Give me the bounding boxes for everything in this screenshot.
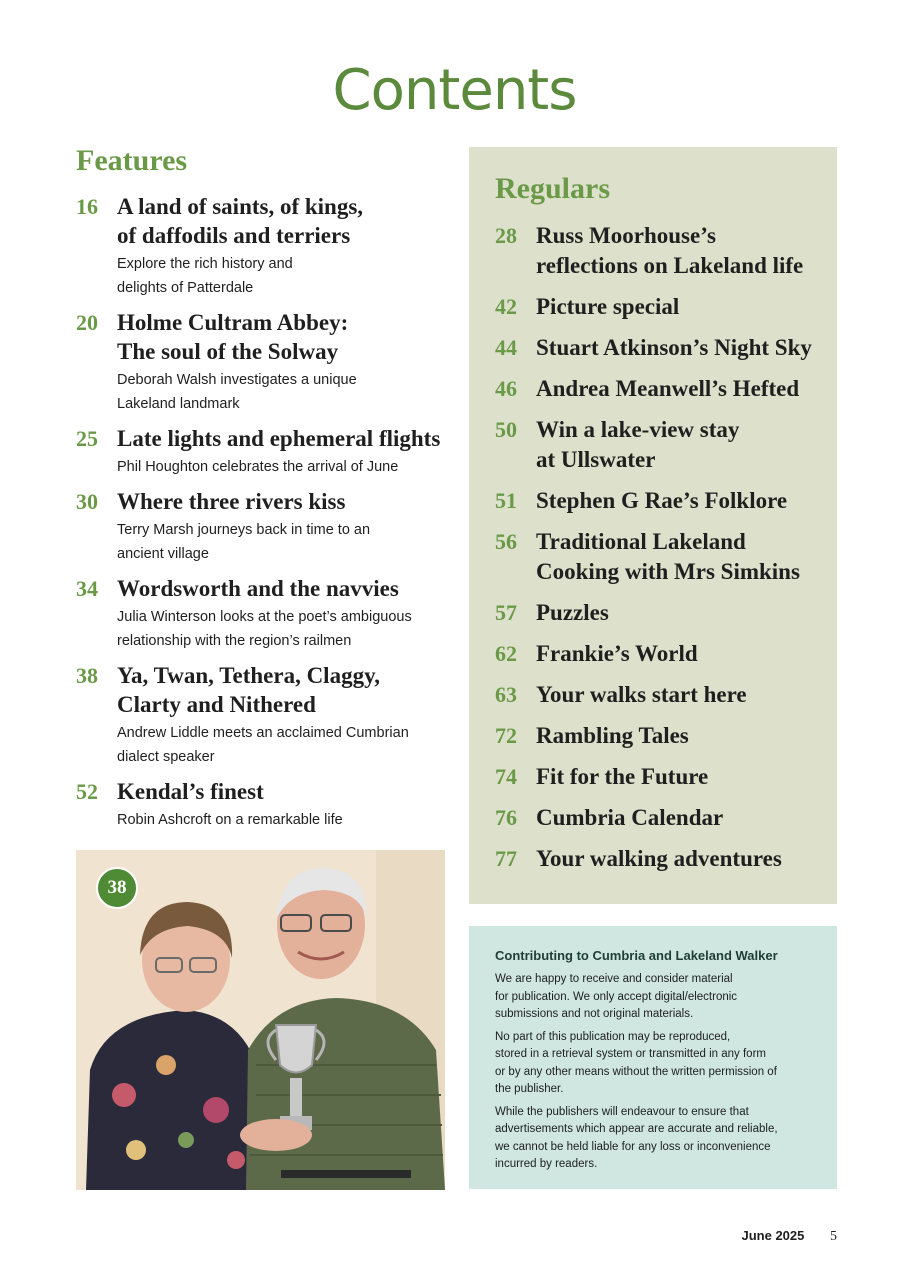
regular-title: Stuart Atkinson’s Night Sky bbox=[536, 335, 812, 360]
regular-item[interactable] bbox=[495, 527, 837, 587]
regular-title: Cumbria Calendar bbox=[536, 805, 724, 830]
info-paragraph: We are happy to receive and consider material for publication. We only accept digital/electronic submissions and not original materials. bbox=[495, 973, 738, 1020]
feature-page-number: 25 bbox=[76, 426, 98, 451]
page-title: Contents bbox=[332, 58, 577, 123]
regular-title: Frankie’s World bbox=[536, 641, 698, 666]
feature-description: Robin Ashcroft on a remarkable life bbox=[117, 812, 343, 828]
regular-page-number: 56 bbox=[495, 529, 517, 554]
regular-item[interactable] bbox=[495, 333, 837, 363]
regular-title: Rambling Tales bbox=[536, 723, 689, 748]
info-paragraph: While the publishers will endeavour to ensure that advertisements which appear are accurate and reliable, we cannot be held liable for any loss or inconvenience incurred by readers. bbox=[495, 1105, 778, 1170]
regular-page-number: 46 bbox=[495, 376, 517, 401]
feature-item[interactable] bbox=[76, 192, 456, 300]
regular-title: Your walking adventures bbox=[536, 846, 782, 871]
regular-item[interactable] bbox=[495, 762, 837, 792]
regular-item[interactable] bbox=[495, 639, 837, 669]
feature-description: Julia Winterson looks at the poet’s ambiguous relationship with the region’s railmen bbox=[117, 609, 412, 649]
regular-item[interactable] bbox=[495, 415, 837, 475]
feature-item[interactable] bbox=[76, 777, 456, 832]
feature-description: Phil Houghton celebrates the arrival of June bbox=[117, 459, 399, 475]
info-paragraph: No part of this publication may be reproduced, stored in a retrieval system or transmitted in any form or by any other means without the written permission of the publisher. bbox=[495, 1030, 777, 1095]
feature-item[interactable] bbox=[76, 574, 456, 653]
regular-title: Fit for the Future bbox=[536, 764, 709, 789]
feature-page-number: 16 bbox=[76, 194, 98, 219]
feature-item[interactable] bbox=[76, 308, 456, 416]
feature-description: Andrew Liddle meets an acclaimed Cumbrian dialect speaker bbox=[117, 725, 409, 765]
regulars-panel bbox=[469, 147, 837, 904]
regular-page-number: 74 bbox=[495, 764, 517, 789]
regular-page-number: 42 bbox=[495, 294, 517, 319]
regular-title: Stephen G Rae’s Folklore bbox=[536, 488, 788, 513]
regular-page-number: 50 bbox=[495, 417, 517, 442]
feature-title: Where three rivers kiss bbox=[117, 489, 346, 514]
feature-title: Late lights and ephemeral flights bbox=[117, 426, 441, 451]
features-heading: Features bbox=[76, 144, 188, 177]
feature-page-number: 38 bbox=[76, 663, 98, 688]
page-footer bbox=[742, 1228, 838, 1245]
feature-page-number: 52 bbox=[76, 779, 98, 804]
feature-title: Holme Cultram Abbey: The soul of the Solway bbox=[117, 310, 349, 364]
feature-item[interactable] bbox=[76, 487, 456, 566]
page-number-badge: 38 bbox=[96, 867, 138, 909]
feature-photo bbox=[76, 850, 445, 1190]
feature-item[interactable] bbox=[76, 661, 456, 769]
regulars-heading: Regulars bbox=[495, 172, 610, 205]
feature-title: Kendal’s finest bbox=[117, 779, 264, 804]
feature-item[interactable] bbox=[76, 424, 456, 479]
regular-title: Russ Moorhouse’s reflections on Lakeland life bbox=[536, 223, 804, 278]
feature-page-number: 34 bbox=[76, 576, 98, 601]
regular-item[interactable] bbox=[495, 292, 837, 322]
regular-page-number: 76 bbox=[495, 805, 517, 830]
regular-item[interactable] bbox=[495, 803, 837, 833]
regular-title: Win a lake-view stay at Ullswater bbox=[536, 417, 740, 472]
regular-page-number: 72 bbox=[495, 723, 517, 748]
feature-page-number: 20 bbox=[76, 310, 98, 335]
regular-item[interactable] bbox=[495, 374, 837, 404]
contributing-info-box bbox=[469, 926, 837, 1189]
regular-item[interactable] bbox=[495, 721, 837, 751]
regular-title: Your walks start here bbox=[536, 682, 747, 707]
feature-title: A land of saints, of kings, of daffodils and terriers bbox=[117, 194, 364, 248]
regular-page-number: 62 bbox=[495, 641, 517, 666]
page-number: 5 bbox=[830, 1229, 837, 1244]
regular-page-number: 44 bbox=[495, 335, 517, 360]
feature-title: Wordsworth and the navvies bbox=[117, 576, 399, 601]
regular-page-number: 77 bbox=[495, 846, 517, 871]
issue-date: June 2025 bbox=[741, 1228, 805, 1243]
regular-item[interactable] bbox=[495, 680, 837, 710]
feature-description: Deborah Walsh investigates a unique Lakeland landmark bbox=[117, 372, 357, 412]
regular-item[interactable] bbox=[495, 598, 837, 628]
regular-item[interactable] bbox=[495, 844, 837, 874]
regular-title: Picture special bbox=[536, 294, 680, 319]
regular-title: Puzzles bbox=[536, 600, 609, 625]
feature-description: Explore the rich history and delights of Patterdale bbox=[117, 256, 293, 296]
regular-title: Traditional Lakeland Cooking with Mrs Simkins bbox=[536, 529, 800, 584]
feature-page-number: 30 bbox=[76, 489, 98, 514]
regular-item[interactable] bbox=[495, 486, 837, 516]
regular-page-number: 51 bbox=[495, 488, 517, 513]
regular-item[interactable] bbox=[495, 221, 837, 281]
info-title: Contributing to Cumbria and Lakeland Walker bbox=[495, 948, 778, 963]
regular-page-number: 28 bbox=[495, 223, 517, 248]
regular-page-number: 63 bbox=[495, 682, 517, 707]
features-column bbox=[76, 144, 456, 840]
regular-page-number: 57 bbox=[495, 600, 517, 625]
feature-description: Terry Marsh journeys back in time to an ancient village bbox=[117, 522, 371, 562]
regular-title: Andrea Meanwell’s Hefted bbox=[536, 376, 800, 401]
feature-title: Ya, Twan, Tethera, Claggy, Clarty and Nithered bbox=[117, 663, 381, 717]
